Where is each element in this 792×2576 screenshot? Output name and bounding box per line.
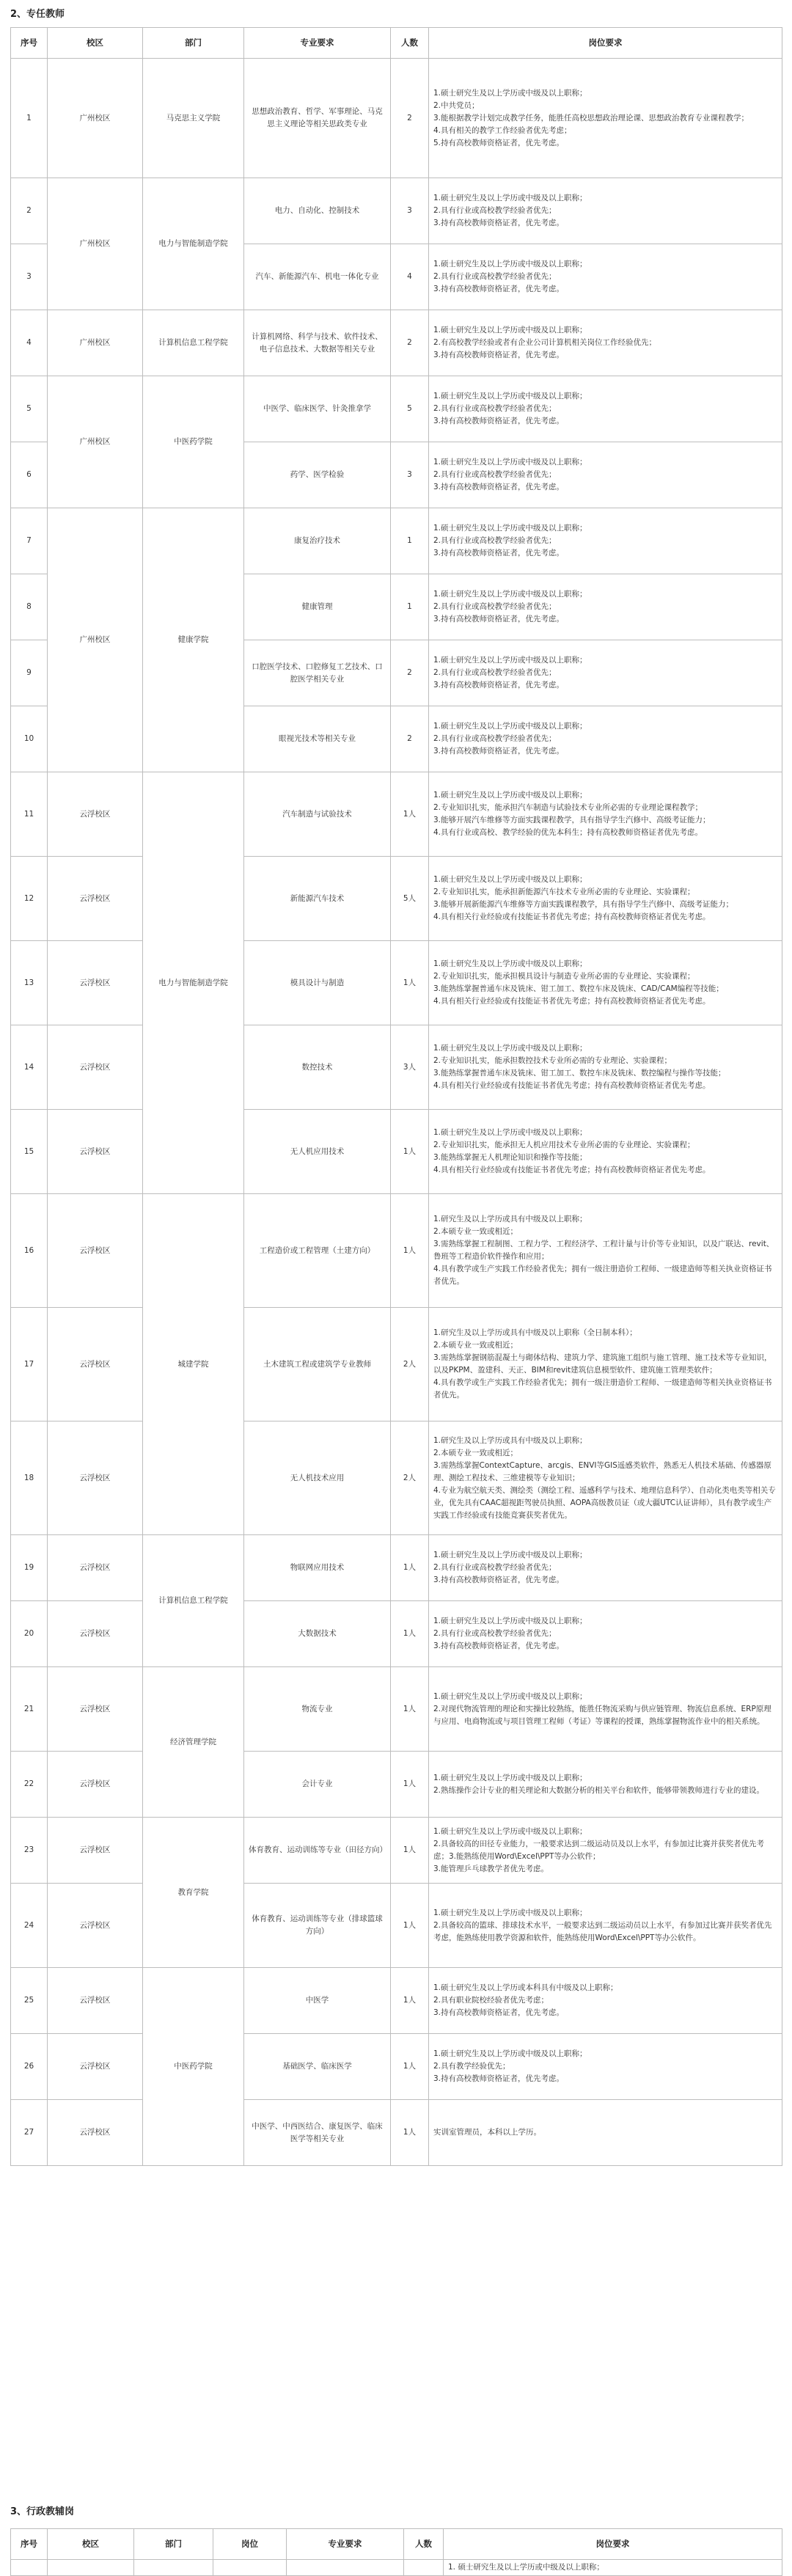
requirement-line: 1.硕士研究生及以上学历或中级及以上职称；: [433, 260, 587, 268]
requirement-line: 3.持有高校教师资格证者，优先考虑。: [433, 285, 565, 293]
requirement-line: 3.能管理乒乓球教学者优先考虑。: [433, 1864, 549, 1873]
teacher-table-body: [11, 59, 782, 2166]
row-major: 口腔医学技术、口腔修复工艺技术、口腔医学相关专业: [244, 640, 391, 706]
row-requirements: [429, 574, 782, 640]
row-num: 1人: [391, 1968, 429, 2034]
row-major: 工程造价或工程管理（土建方向）: [244, 1194, 391, 1308]
row-major: 中医学、中西医结合、康复医学、临床医学等相关专业: [244, 2100, 391, 2166]
header-dept: 部门: [143, 28, 244, 59]
row-requirements: [429, 1968, 782, 2034]
row-num: 1人: [391, 1194, 429, 1308]
row-dept: 马克思主义学院: [143, 59, 244, 178]
row-major: 思想政治教育、哲学、军事理论、马克思主义理论等相关思政类专业: [244, 59, 391, 178]
row-major: 基础医学、临床医学: [244, 2034, 391, 2100]
row-major: 眼视光技术等相关专业: [244, 706, 391, 772]
row-dept: 电力与智能制造学院: [143, 772, 244, 1194]
row-num: 1人: [391, 1535, 429, 1601]
requirement-line: 2.有高校教学经验或者有企业公司计算机相关岗位工作经验优先；: [433, 338, 657, 347]
row-dept: 电力与智能制造学院: [143, 178, 244, 310]
row-seq: 12: [11, 857, 48, 941]
row-seq: 1: [11, 59, 48, 178]
row-major: 体育教育、运动训练等专业（田径方向）: [244, 1818, 391, 1884]
table-row: [11, 1818, 782, 1884]
row-campus: 云浮校区: [48, 772, 143, 857]
admin-header-dept: 部门: [134, 2529, 213, 2560]
requirement-line: 4.具有相关行业经验或有技能证书者优先考虑；持有高校教师资格证者优先考虑。: [433, 997, 711, 1006]
table-row: [11, 508, 782, 574]
row-requirements: [429, 772, 782, 857]
table-row: [11, 310, 782, 376]
requirement-line: 2.具有行业或高校教学经验者优先；: [433, 1563, 557, 1572]
teacher-table: [10, 27, 782, 2166]
requirement-line: 5.持有高校教师资格证者，优先考虑。: [433, 138, 565, 147]
row-campus: 云浮校区: [48, 1110, 143, 1194]
row-seq: 17: [11, 1308, 48, 1421]
requirement-line: 1.硕士研究生及以上学历或中级及以上职称；: [433, 875, 587, 884]
row-major: 汽车制造与试验技术: [244, 772, 391, 857]
row-major: 汽车、新能源汽车、机电一体化专业: [244, 244, 391, 310]
row-seq: 3: [11, 244, 48, 310]
requirement-line: 2.本硕专业一致或相近；: [433, 1448, 518, 1457]
row-major: 计算机网络、科学与技术、软件技术、电子信息技术、大数据等相关专业: [244, 310, 391, 376]
table-row: [11, 1194, 782, 1308]
row-num: 1人: [391, 772, 429, 857]
row-num: 1: [391, 574, 429, 640]
row-requirements: [429, 442, 782, 508]
row-num: 2: [391, 706, 429, 772]
requirement-line: 2.具有教学经验优先；: [433, 2062, 510, 2071]
row-requirements: [429, 1884, 782, 1968]
row-major: 土木建筑工程或建筑学专业教师: [244, 1308, 391, 1421]
row-major: 康复治疗技术: [244, 508, 391, 574]
admin-req-line: 1. 硕士研究生及以上学历或中级及以上职称；: [448, 2563, 604, 2572]
requirement-line: 2.具备较高的田径专业能力，一般要求达到二级运动员及以上水平，有参加过比赛并获奖者优先考虑；3.能熟练使用Word\Excel\PPT等办公软件；: [433, 1839, 765, 1861]
requirement-line: 3.持有高校教师资格证者，优先考虑。: [433, 615, 565, 623]
requirement-line: 3.能够开展新能源汽车维修等方面实践课程教学，具有指导学生汽修中、高级考证能力；: [433, 900, 734, 909]
row-requirements: [429, 2034, 782, 2100]
row-dept: 计算机信息工程学院: [143, 1535, 244, 1667]
row-major: 中医学: [244, 1968, 391, 2034]
row-seq: 4: [11, 310, 48, 376]
row-dept: 城建学院: [143, 1194, 244, 1535]
row-requirements: [429, 1752, 782, 1818]
requirement-line: 1.硕士研究生及以上学历或中级及以上职称；: [433, 524, 587, 533]
row-major: 电力、自动化、控制技术: [244, 178, 391, 244]
row-major: 物流专业: [244, 1667, 391, 1752]
requirement-line: 2.专业知识扎实，能承担无人机应用技术专业所必需的专业理论、实验课程；: [433, 1141, 695, 1149]
requirement-line: 3.能熟练掌握普通车床及铣床、钳工加工、数控车床及铣床、数控编程与操作等技能；: [433, 1069, 726, 1077]
row-requirements: [429, 1110, 782, 1194]
requirement-line: 1.研究生及以上学历或具有中级及以上职称；: [433, 1435, 587, 1445]
table-row: [11, 1601, 782, 1667]
header-major: 专业要求: [244, 28, 391, 59]
row-num: 2人: [391, 1308, 429, 1421]
admin-table-header: [11, 2529, 782, 2560]
row-seq: 23: [11, 1818, 48, 1884]
row-seq: 14: [11, 1025, 48, 1110]
requirement-line: 2.具有行业或高校教学经验者优先；: [433, 1629, 557, 1638]
requirement-line: 3.持有高校教师资格证者，优先考虑。: [433, 483, 565, 491]
row-major: 新能源汽车技术: [244, 857, 391, 941]
row-dept: 计算机信息工程学院: [143, 310, 244, 376]
row-dept: 中医药学院: [143, 376, 244, 508]
table-row: [11, 1535, 782, 1601]
row-num: 1人: [391, 1110, 429, 1194]
requirement-line: 2.具有行业或高校教学经验者优先；: [433, 602, 557, 611]
table-row: [11, 178, 782, 244]
requirement-line: 2.具有行业或高校教学经验者优先；: [433, 734, 557, 743]
row-requirements: [429, 508, 782, 574]
row-major: 健康管理: [244, 574, 391, 640]
row-seq: 22: [11, 1752, 48, 1818]
requirement-line: 1.硕士研究生及以上学历或本科具有中级及以上职称；: [433, 1983, 618, 1992]
row-seq: 26: [11, 2034, 48, 2100]
row-major: 体育教育、运动训练等专业（排球篮球方向）: [244, 1884, 391, 1968]
section-title-teachers: 2、专任教师: [10, 9, 65, 20]
row-campus: 云浮校区: [48, 2100, 143, 2166]
row-num: 1人: [391, 1752, 429, 1818]
row-seq: 15: [11, 1110, 48, 1194]
row-major: 大数据技术: [244, 1601, 391, 1667]
requirement-line: 2.具有行业或高校教学经验者优先；: [433, 206, 557, 215]
requirement-line: 3.持有高校教师资格证者，优先考虑。: [433, 549, 565, 557]
requirement-line: 2.具备较高的篮球、排球技术水平，一般要求达到二级运动员以上水平，有参加过比赛并获奖者优先考虑，能熟练使用教学资源和软件，能熟练使用Word\Excel\PPT等办公软件。: [433, 1920, 772, 1942]
requirement-line: 2.对现代物流管理的理论和实操比较熟练，能胜任物流采购与供应链管理、物流信息系统、ERP原理与应用、电商物流或与项目管理工程师（考证）等课程的授课，熟练掌握物流作业中的相关系统。: [433, 1704, 771, 1726]
requirement-line: 1.硕士研究生及以上学历或中级及以上职称；: [433, 590, 587, 599]
row-seq: 11: [11, 772, 48, 857]
requirement-line: 3.需熟练掌握工程制图、工程力学、工程经济学、工程计量与计价等专业知识，以及广联达、revit、鲁班等工程造价软件操作和应用；: [433, 1240, 774, 1261]
requirement-line: 1.硕士研究生及以上学历或中级及以上职称；: [433, 88, 587, 98]
row-campus: 云浮校区: [48, 1025, 143, 1110]
teacher-table-header: [11, 28, 782, 59]
requirement-line: 3.能够开展汽车维修等方面实践课程教学，具有指导学生汽修中、高级考证能力；: [433, 816, 711, 824]
requirement-line: 1.硕士研究生及以上学历或中级及以上职称；: [433, 1773, 587, 1782]
admin-header-req: 岗位要求: [444, 2529, 782, 2560]
requirement-line: 1.硕士研究生及以上学历或中级及以上职称；: [433, 1128, 587, 1137]
requirement-line: 1.硕士研究生及以上学历或中级及以上职称；: [433, 722, 587, 731]
requirement-line: 3.持有高校教师资格证者，优先考虑。: [433, 417, 565, 425]
row-requirements: [429, 1535, 782, 1601]
row-requirements: [429, 1025, 782, 1110]
row-major: 无人机技术应用: [244, 1421, 391, 1535]
requirement-line: 3.持有高校教师资格证者，优先考虑。: [433, 219, 565, 227]
row-requirements: [429, 376, 782, 442]
requirement-line: 2.专业知识扎实，能承担新能源汽车技术专业所必需的专业理论、实验课程；: [433, 888, 695, 896]
row-num: 4: [391, 244, 429, 310]
row-num: 1人: [391, 1667, 429, 1752]
requirement-line: 3.持有高校教师资格证者，优先考虑。: [433, 681, 565, 689]
requirement-line: 1.研究生及以上学历或具有中级及以上职称；: [433, 1215, 587, 1223]
row-major: 药学、医学检验: [244, 442, 391, 508]
admin-header-post: 岗位: [213, 2529, 287, 2560]
header-num: 人数: [391, 28, 429, 59]
row-campus: 云浮校区: [48, 1968, 143, 2034]
row-num: 1人: [391, 2100, 429, 2166]
requirement-line: 3.持有高校教师资格证者，优先考虑。: [433, 1642, 565, 1650]
section-title-admin: 3、行政教辅岗: [10, 2506, 75, 2517]
row-num: 1人: [391, 1601, 429, 1667]
row-seq: 27: [11, 2100, 48, 2166]
row-seq: 2: [11, 178, 48, 244]
row-campus: 广州校区: [48, 310, 143, 376]
requirement-line: 1.硕士研究生及以上学历或中级及以上职称；: [433, 1551, 587, 1559]
admin-header-seq: 序号: [11, 2529, 48, 2560]
row-num: 1人: [391, 1884, 429, 1968]
row-requirements: [429, 1601, 782, 1667]
requirement-line: 1.硕士研究生及以上学历或中级及以上职称；: [433, 194, 587, 202]
row-dept: 健康学院: [143, 508, 244, 772]
row-seq: 18: [11, 1421, 48, 1535]
requirement-line: 4.具有相关行业经验或有技能证书者优先考虑；持有高校教师资格证者优先考虑。: [433, 1166, 711, 1174]
admin-header-num: 人数: [404, 2529, 444, 2560]
requirement-line: 2.具有行业或高校教学经验者优先；: [433, 272, 557, 281]
row-num: 3: [391, 442, 429, 508]
row-num: 5人: [391, 857, 429, 941]
requirement-line: 1.硕士研究生及以上学历或中级及以上职称；: [433, 1826, 587, 1836]
row-major: 会计专业: [244, 1752, 391, 1818]
row-num: 5: [391, 376, 429, 442]
row-seq: 20: [11, 1601, 48, 1667]
requirement-line: 1.硕士研究生及以上学历或中级及以上职称；: [433, 1691, 587, 1701]
row-num: 3人: [391, 1025, 429, 1110]
requirement-line: 2.具有行业或高校教学经验者优先；: [433, 470, 557, 479]
row-seq: 9: [11, 640, 48, 706]
row-campus: 云浮校区: [48, 857, 143, 941]
admin-table-row: [11, 2560, 782, 2576]
requirement-line: 1.研究生及以上学历或具有中级及以上职称（全日制本科）；: [433, 1328, 637, 1337]
requirement-line: 实训室管理员，本科以上学历。: [433, 2128, 541, 2137]
row-dept: 中医药学院: [143, 1968, 244, 2166]
table-row: [11, 1667, 782, 1752]
row-requirements: [429, 310, 782, 376]
row-seq: 19: [11, 1535, 48, 1601]
requirement-line: 2.具有行业或高校教学经验者优先；: [433, 404, 557, 413]
row-campus: 云浮校区: [48, 1667, 143, 1752]
row-campus: 云浮校区: [48, 1535, 143, 1601]
requirement-line: 2.专业知识扎实，能承担汽车制造与试验技术专业所必需的专业理论课程教学；: [433, 803, 703, 812]
requirement-line: 3.持有高校教师资格证者，优先考虑。: [433, 2074, 565, 2083]
table-row: [11, 2034, 782, 2100]
row-num: 1人: [391, 941, 429, 1025]
row-requirements: [429, 178, 782, 244]
row-requirements: [429, 1421, 782, 1535]
header-req: 岗位要求: [429, 28, 782, 59]
row-num: 2: [391, 59, 429, 178]
row-num: 1人: [391, 2034, 429, 2100]
requirement-line: 2.熟练操作会计专业的相关理论和大数据分析的相关平台和软件，能够带领教师进行专业的建设。: [433, 1785, 765, 1795]
requirement-line: 1.硕士研究生及以上学历或中级及以上职称；: [433, 1617, 587, 1625]
row-campus: 云浮校区: [48, 941, 143, 1025]
row-requirements: [429, 857, 782, 941]
row-seq: 7: [11, 508, 48, 574]
table-row: [11, 772, 782, 857]
row-major: 无人机应用技术: [244, 1110, 391, 1194]
requirement-line: 4.具有教学或生产实践工作经验者优先；拥有一级注册造价工程师、一级建造师等相关执业资格证书者优先。: [433, 1265, 772, 1286]
row-seq: 21: [11, 1667, 48, 1752]
requirement-line: 1.硕士研究生及以上学历或中级及以上职称；: [433, 392, 587, 400]
requirement-line: 1.硕士研究生及以上学历或中级及以上职称；: [433, 1044, 587, 1053]
requirement-line: 2.具有职业院校经验者优先考虑；: [433, 1996, 549, 2005]
table-row: [11, 1752, 782, 1818]
requirement-line: 1.硕士研究生及以上学历或中级及以上职称；: [433, 791, 587, 799]
row-requirements: [429, 1308, 782, 1421]
table-row: [11, 1110, 782, 1194]
requirement-line: 4.具有教学或生产实践工作经验者优先；拥有一级注册造价工程师、一级建造师等相关执业资格证书者优先。: [433, 1378, 772, 1399]
row-campus: 云浮校区: [48, 1884, 143, 1968]
row-campus: 云浮校区: [48, 1308, 143, 1421]
table-row: [11, 857, 782, 941]
requirement-line: 2.本硕专业一致或相近；: [433, 1341, 518, 1350]
requirement-line: 2.专业知识扎实，能承担数控技术专业所必需的专业理论、实验课程；: [433, 1056, 672, 1065]
requirement-line: 4.具有相关的教学工作经验者优先考虑；: [433, 125, 572, 135]
table-row: [11, 1968, 782, 2034]
table-row: [11, 2100, 782, 2166]
row-num: 3: [391, 178, 429, 244]
requirement-line: 1.硕士研究生及以上学历或中级及以上职称；: [433, 1908, 587, 1917]
requirement-line: 3.能根据教学计划完成教学任务，能胜任高校思想政治理论课、思想政治教育专业课程教学；: [433, 113, 749, 122]
row-num: 1: [391, 508, 429, 574]
requirement-line: 3.需熟练掌握ContextCapture、arcgis、ENVI等GIS遥感类软件，熟悉无人机技术基础、传感器原理、测绘工程技术、三维建模等专业知识；: [433, 1460, 771, 1482]
row-campus: 云浮校区: [48, 1601, 143, 1667]
row-num: 2: [391, 640, 429, 706]
table-row: [11, 1025, 782, 1110]
admin-header-major: 专业要求: [287, 2529, 404, 2560]
admin-header-campus: 校区: [48, 2529, 134, 2560]
table-row: [11, 1421, 782, 1535]
row-campus: 云浮校区: [48, 1421, 143, 1535]
requirement-line: 1.硕士研究生及以上学历或中级及以上职称；: [433, 458, 587, 466]
row-requirements: [429, 941, 782, 1025]
row-num: 2: [391, 310, 429, 376]
requirement-line: 3.持有高校教师资格证者，优先考虑。: [433, 2008, 565, 2017]
row-requirements: [429, 640, 782, 706]
row-seq: 16: [11, 1194, 48, 1308]
requirement-line: 3.需熟练掌握钢筋混凝土与砌体结构、建筑力学、建筑施工组织与施工管理、施工技术等专业知识，以及PKPM、盈建科、天正、BIM和revit建筑信息模型软件、建筑施工管理类软件；: [433, 1353, 772, 1375]
row-campus: 广州校区: [48, 376, 143, 508]
row-seq: 24: [11, 1884, 48, 1968]
requirement-line: 1.硕士研究生及以上学历或中级及以上职称；: [433, 656, 587, 665]
requirement-line: 2.具有行业或高校教学经验者优先；: [433, 668, 557, 677]
row-campus: 云浮校区: [48, 1752, 143, 1818]
requirement-line: 2.专业知识扎实，能承担模具设计与制造专业所必需的专业理论、实验课程；: [433, 972, 695, 981]
requirement-line: 3.持有高校教师资格证者，优先考虑。: [433, 747, 565, 755]
row-campus: 云浮校区: [48, 2034, 143, 2100]
requirement-line: 3.持有高校教师资格证者，优先考虑。: [433, 351, 565, 359]
row-seq: 5: [11, 376, 48, 442]
requirement-line: 3.能熟练掌握普通车床及铣床、钳工加工、数控车床及铣床、CAD/CAM编程等技能；: [433, 984, 724, 993]
row-seq: 13: [11, 941, 48, 1025]
table-row: [11, 941, 782, 1025]
row-major: 模具设计与制造: [244, 941, 391, 1025]
row-dept: 教育学院: [143, 1818, 244, 1968]
row-requirements: [429, 1194, 782, 1308]
requirement-line: 1.硕士研究生及以上学历或中级及以上职称；: [433, 2049, 587, 2058]
row-major: 中医学、临床医学、针灸推拿学: [244, 376, 391, 442]
requirement-line: 4.专业为航空航天类、测绘类（测绘工程、遥感科学与技术、地理信息科学）、自动化类电类等相关专业，优先具有CAAC超视距驾驶员执照、AOPA高级教员证（或大疆UTC认证讲师），具有教学或生产实践工作经验或有技能竞赛获奖者优先。: [433, 1485, 776, 1520]
requirement-line: 1.硕士研究生及以上学历或中级及以上职称；: [433, 959, 587, 968]
row-major: 数控技术: [244, 1025, 391, 1110]
row-dept: 经济管理学院: [143, 1667, 244, 1818]
row-seq: 6: [11, 442, 48, 508]
requirement-line: 4.具有相关行业经验或有技能证书者优先考虑；持有高校教师资格证者优先考虑。: [433, 912, 711, 921]
row-requirements: [429, 706, 782, 772]
row-num: 2人: [391, 1421, 429, 1535]
requirement-line: 1.硕士研究生及以上学历或中级及以上职称；: [433, 326, 587, 334]
row-campus: 云浮校区: [48, 1818, 143, 1884]
requirement-line: 4.具有相关行业经验或有技能证书者优先考虑；持有高校教师资格证者优先考虑。: [433, 1081, 711, 1090]
row-requirements: [429, 244, 782, 310]
requirement-line: 2.具有行业或高校教学经验者优先；: [433, 536, 557, 545]
row-seq: 8: [11, 574, 48, 640]
requirement-line: 3.持有高校教师资格证者，优先考虑。: [433, 1576, 565, 1584]
row-campus: 广州校区: [48, 178, 143, 310]
header-campus: 校区: [48, 28, 143, 59]
header-seq: 序号: [11, 28, 48, 59]
table-row: [11, 376, 782, 442]
row-major: 物联网应用技术: [244, 1535, 391, 1601]
requirement-line: 3.能熟练掌握无人机理论知识和操作等技能；: [433, 1153, 587, 1162]
row-requirements: [429, 59, 782, 178]
row-campus: 云浮校区: [48, 1194, 143, 1308]
row-campus: 广州校区: [48, 508, 143, 772]
requirement-line: 2.中共党员；: [433, 100, 480, 110]
row-seq: 10: [11, 706, 48, 772]
row-seq: 25: [11, 1968, 48, 2034]
row-num: 1人: [391, 1818, 429, 1884]
table-row: [11, 1884, 782, 1968]
row-requirements: [429, 1667, 782, 1752]
row-campus: 广州校区: [48, 59, 143, 178]
table-row: [11, 1308, 782, 1421]
requirement-line: 2.本硕专业一致或相近；: [433, 1227, 518, 1236]
requirement-line: 4.具有行业或高校、教学经验的优先本科生；持有高校教师资格证者优先考虑。: [433, 828, 703, 837]
table-row: [11, 59, 782, 178]
admin-table: [10, 2528, 782, 2576]
row-requirements: [429, 2100, 782, 2166]
row-requirements: [429, 1818, 782, 1884]
